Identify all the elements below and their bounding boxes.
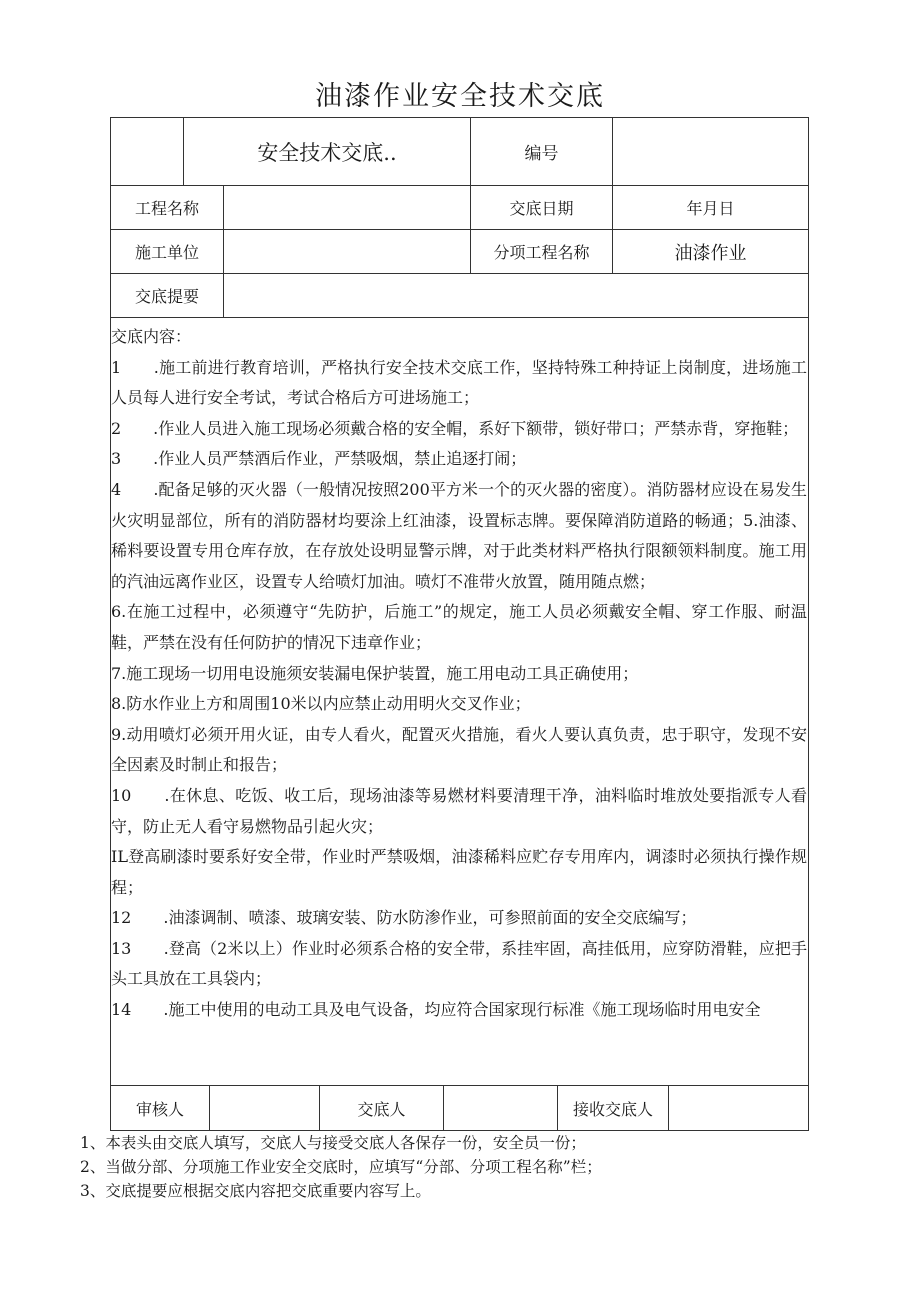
number-field[interactable]: [613, 118, 808, 185]
content-item: 14 .施工中使用的电动工具及电气设备，均应符合国家现行标准《施工现场临时用电安全: [111, 1000, 761, 1020]
content-item: 4 .配备足够的灭火器（一般情况按照200平方米一个的灭火器的密度）。消防器材应设在易发生火灾明显部位，所有的消防器材均要涂上红油漆，设置标志牌。要保障消防道路的畅通；5.油漆、稀料要设置专用仓库存放，在存放处设明显警示牌，对于此类材料严格执行限额领料制度。施工用的汽油远离作业区，设置专人给喷灯加油。喷灯不准带火放置，随用随点燃；: [111, 479, 807, 591]
content-item: 1 .施工前进行教育培训，严格执行安全技术交底工作，坚持特殊工种持证上岗制度，进场施工人员每人进行安全考试，考试合格后方可进场施工；: [111, 357, 807, 408]
discloser-field[interactable]: [444, 1086, 557, 1130]
content-item: 3 .作业人员严禁酒后作业，严禁吸烟，禁止追逐打闹；: [111, 449, 527, 469]
subproject-name-field[interactable]: 油漆作业: [674, 242, 747, 264]
footnote: 3、交底提要应根据交底内容把交底重要内容写上。: [80, 1182, 431, 1200]
reviewer-label: 审核人: [135, 1099, 184, 1119]
receiver-field[interactable]: [669, 1086, 808, 1130]
content-item: 13 .登高（2米以上）作业时必须系合格的安全带，系挂牢固，高挂低用，应穿防滑鞋，应把手头工具放在工具袋内；: [111, 938, 807, 989]
project-name-field[interactable]: [224, 186, 470, 229]
date-label: 交底日期: [509, 199, 574, 218]
content-item: 7.施工现场一切用电设施须安装漏电保护装置，施工用电动工具正确使用；: [111, 663, 639, 683]
summary-field[interactable]: [224, 274, 808, 317]
construction-unit-field[interactable]: [224, 230, 470, 273]
number-label: 编号: [524, 144, 559, 164]
discloser-label: 交底人: [357, 1099, 406, 1119]
row-divider: [110, 317, 809, 318]
footnote: 2、当做分部、分项施工作业安全交底时，应填写“分部、分项工程名称”栏；: [80, 1158, 602, 1176]
content-item: 6.在施工过程中，必须遵守“先防护，后施工”的规定，施工人员必须戴安全帽、穿工作服、耐温鞋，严禁在没有任何防护的情况下违章作业；: [111, 602, 807, 652]
content-item: 9.动用喷灯必须开用火证，由专人看火，配置灭火措施，看火人要认真负责，忠于职守，发现不安全因素及时制止和报告；: [111, 724, 807, 775]
form-heading: 安全技术交底..: [257, 140, 397, 165]
content-item: 8.防水作业上方和周围10米以内应禁止动用明火交叉作业；: [111, 694, 531, 714]
reviewer-field[interactable]: [210, 1086, 319, 1130]
summary-label: 交底提要: [134, 287, 199, 306]
subproject-name-label: 分项工程名称: [493, 243, 590, 262]
footnotes: [80, 1131, 602, 1203]
date-field[interactable]: 年月日: [686, 199, 735, 218]
content-item: 12 .油漆调制、喷漆、玻璃安装、防水防渗作业，可参照前面的安全交底编写；: [111, 908, 697, 928]
disclosure-content: [111, 322, 807, 1084]
content-item: IL登高刷漆时要系好安全带，作业时严禁吸烟，油漆稀料应贮存专用库内，调漆时必须执行操作规程；: [111, 847, 807, 897]
receiver-label: 接收交底人: [572, 1099, 653, 1119]
content-item: 10 .在休息、吃饭、收工后，现场油漆等易燃材料要清理干净，油料临时堆放处要指派专人看守，防止无人看守易燃物品引起火灾；: [111, 785, 807, 836]
content-heading: 交底内容：: [111, 327, 192, 346]
document-title: 油漆作业安全技术交底: [315, 81, 605, 112]
project-name-label: 工程名称: [134, 199, 199, 218]
footnote: 1、本表头由交底人填写，交底人与接受交底人各保存一份，安全员一份；: [80, 1134, 586, 1152]
construction-unit-label: 施工单位: [134, 243, 199, 262]
content-item: 2 .作业人员进入施工现场必须戴合格的安全帽，系好下额带，锁好带口；严禁赤背，穿拖鞋；: [111, 418, 799, 438]
